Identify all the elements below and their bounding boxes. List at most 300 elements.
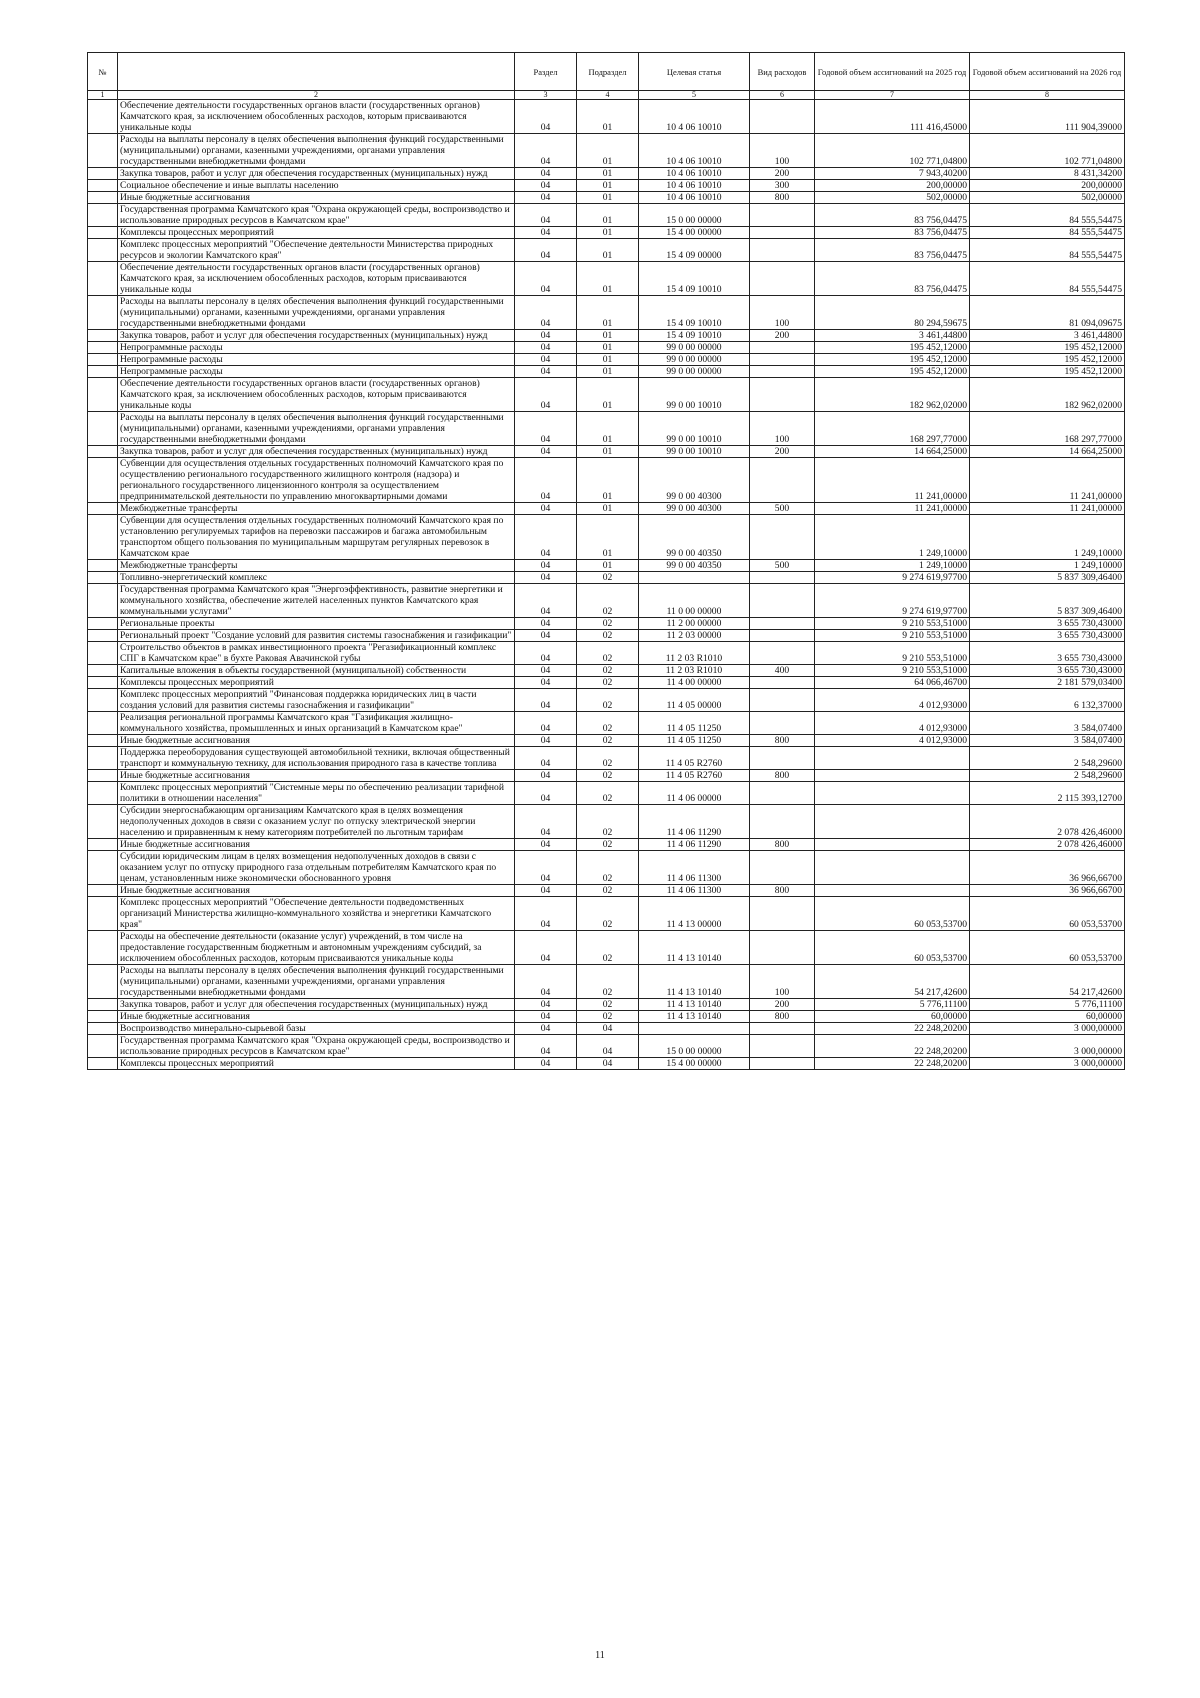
cell-name: Строительство объектов в рамках инвестиционного проекта "Регазификационный комплекс СПГ в Камчатском крае" в бухте Раковая Авачинской губы [118, 642, 515, 665]
cell-razdel: 04 [515, 1023, 577, 1035]
cell-amount-2025: 195 452,12000 [815, 366, 970, 378]
cell-razdel: 04 [515, 689, 577, 712]
cell-number [88, 354, 118, 366]
cell-number [88, 366, 118, 378]
table-row [88, 342, 1125, 354]
cell-number [88, 100, 118, 134]
cell-razdel: 04 [515, 100, 577, 134]
cell-name: Государственная программа Камчатского края "Охрана окружающей среды, воспроизводство и использование природных ресурсов в Камчатском крае" [118, 204, 515, 227]
cell-amount-2025: 4 012,93000 [815, 712, 970, 735]
cell-amount-2025: 168 297,77000 [815, 412, 970, 446]
cell-amount-2025: 9 210 553,51000 [815, 618, 970, 630]
table-row [88, 1058, 1125, 1070]
cell-target-article: 11 4 13 10140 [639, 931, 750, 965]
cell-podrazdel: 02 [577, 689, 639, 712]
cell-number [88, 965, 118, 999]
cell-number [88, 712, 118, 735]
cell-target-article: 11 4 06 00000 [639, 782, 750, 805]
cell-expense-type [750, 712, 815, 735]
cell-expense-type [750, 515, 815, 560]
cell-razdel: 04 [515, 446, 577, 458]
cell-amount-2025: 4 012,93000 [815, 735, 970, 747]
cell-target-article: 99 0 00 00000 [639, 354, 750, 366]
table-row [88, 204, 1125, 227]
cell-name: Комплекс процессных мероприятий "Финансовая поддержка юридических лиц в части создания условий для развития системы газоснабжения и газификации" [118, 689, 515, 712]
table-row [88, 100, 1125, 134]
cell-expense-type: 800 [750, 839, 815, 851]
cell-expense-type [750, 689, 815, 712]
cell-razdel: 04 [515, 630, 577, 642]
cell-number [88, 515, 118, 560]
cell-number [88, 805, 118, 839]
table-row [88, 378, 1125, 412]
cell-expense-type: 300 [750, 180, 815, 192]
cell-name: Иные бюджетные ассигнования [118, 735, 515, 747]
cell-name: Социальное обеспечение и иные выплаты населению [118, 180, 515, 192]
cell-razdel: 04 [515, 515, 577, 560]
table-row [88, 839, 1125, 851]
cell-amount-2025: 83 756,04475 [815, 262, 970, 296]
cell-razdel: 04 [515, 618, 577, 630]
cell-expense-type: 200 [750, 446, 815, 458]
cell-amount-2026: 81 094,09675 [970, 296, 1125, 330]
cell-name: Субвенции для осуществления отдельных государственных полномочий Камчатского края по осуществлению регионального государственного жилищного контроля (надзора) и регионального государственного лицензионного контроля за осуществлением предпринимательской деятельности по управлению многоквартирными домами [118, 458, 515, 503]
cell-podrazdel: 02 [577, 965, 639, 999]
cell-razdel: 04 [515, 180, 577, 192]
cell-amount-2025: 7 943,40200 [815, 168, 970, 180]
cell-amount-2025: 60 053,53700 [815, 897, 970, 931]
cell-expense-type [750, 782, 815, 805]
cell-amount-2026: 1 249,10000 [970, 515, 1125, 560]
header-number: № [88, 53, 118, 91]
cell-number [88, 665, 118, 677]
cell-podrazdel: 01 [577, 378, 639, 412]
cell-amount-2025: 60 053,53700 [815, 931, 970, 965]
cell-name: Региональные проекты [118, 618, 515, 630]
cell-amount-2025 [815, 839, 970, 851]
cell-expense-type: 800 [750, 1011, 815, 1023]
cell-expense-type [750, 342, 815, 354]
cell-podrazdel: 02 [577, 630, 639, 642]
cell-number [88, 630, 118, 642]
cell-amount-2025: 22 248,20200 [815, 1058, 970, 1070]
column-number: 3 [515, 91, 577, 100]
cell-podrazdel: 01 [577, 458, 639, 503]
cell-expense-type: 200 [750, 999, 815, 1011]
cell-podrazdel: 01 [577, 296, 639, 330]
cell-expense-type [750, 851, 815, 885]
cell-amount-2026: 3 584,07400 [970, 712, 1125, 735]
cell-expense-type: 500 [750, 503, 815, 515]
cell-expense-type [750, 931, 815, 965]
cell-podrazdel: 02 [577, 897, 639, 931]
cell-amount-2026: 195 452,12000 [970, 366, 1125, 378]
cell-amount-2026: 60 053,53700 [970, 897, 1125, 931]
table-row [88, 665, 1125, 677]
cell-name: Закупка товаров, работ и услуг для обеспечения государственных (муниципальных) нужд [118, 330, 515, 342]
cell-name: Субсидии энергоснабжающим организациям Камчатского края в целях возмещения недополученных доходов в связи с оказанием услуг по отпуску электрической энергии населению и приравненным к нему категориям потребителей по льготным тарифам [118, 805, 515, 839]
table-row [88, 227, 1125, 239]
cell-target-article: 99 0 00 10010 [639, 446, 750, 458]
cell-amount-2025: 1 249,10000 [815, 515, 970, 560]
table-row [88, 747, 1125, 770]
cell-target-article: 11 4 06 11290 [639, 805, 750, 839]
table-row [88, 584, 1125, 618]
cell-razdel: 04 [515, 227, 577, 239]
cell-razdel: 04 [515, 262, 577, 296]
cell-target-article: 99 0 00 40300 [639, 458, 750, 503]
cell-amount-2025: 83 756,04475 [815, 239, 970, 262]
cell-target-article: 15 4 00 00000 [639, 227, 750, 239]
page-number: 11 [595, 1650, 605, 1661]
cell-amount-2025: 14 664,25000 [815, 446, 970, 458]
cell-amount-2026: 5 776,11100 [970, 999, 1125, 1011]
cell-target-article: 11 4 13 00000 [639, 897, 750, 931]
cell-amount-2026: 54 217,42600 [970, 965, 1125, 999]
cell-target-article: 11 4 05 R2760 [639, 770, 750, 782]
cell-amount-2025: 22 248,20200 [815, 1035, 970, 1058]
cell-amount-2026: 195 452,12000 [970, 342, 1125, 354]
column-number: 4 [577, 91, 639, 100]
cell-amount-2025: 5 776,11100 [815, 999, 970, 1011]
table-row [88, 689, 1125, 712]
table-row [88, 712, 1125, 735]
cell-name: Обеспечение деятельности государственных органов власти (государственных органов) Камчатского края, за исключением обособленных расходов, которым присваиваются уникальные коды [118, 378, 515, 412]
cell-podrazdel: 02 [577, 665, 639, 677]
cell-target-article: 99 0 00 40300 [639, 503, 750, 515]
cell-podrazdel: 01 [577, 227, 639, 239]
cell-podrazdel: 02 [577, 1011, 639, 1023]
cell-expense-type [750, 100, 815, 134]
cell-amount-2025: 9 274 619,97700 [815, 572, 970, 584]
budget-table [87, 52, 1125, 1070]
cell-expense-type [750, 1035, 815, 1058]
table-row [88, 885, 1125, 897]
cell-podrazdel: 01 [577, 560, 639, 572]
cell-amount-2026: 182 962,02000 [970, 378, 1125, 412]
cell-razdel: 04 [515, 366, 577, 378]
cell-amount-2025: 195 452,12000 [815, 354, 970, 366]
cell-podrazdel: 01 [577, 330, 639, 342]
cell-target-article: 99 0 00 10010 [639, 378, 750, 412]
cell-target-article: 15 0 00 00000 [639, 204, 750, 227]
table-row [88, 897, 1125, 931]
cell-amount-2025: 1 249,10000 [815, 560, 970, 572]
cell-number [88, 770, 118, 782]
cell-target-article: 11 4 13 10140 [639, 999, 750, 1011]
cell-amount-2025: 200,00000 [815, 180, 970, 192]
cell-expense-type: 100 [750, 412, 815, 446]
cell-target-article: 10 4 06 10010 [639, 168, 750, 180]
cell-amount-2026: 60,00000 [970, 1011, 1125, 1023]
cell-expense-type [750, 747, 815, 770]
cell-target-article: 11 4 06 11300 [639, 851, 750, 885]
cell-name: Топливно-энергетический комплекс [118, 572, 515, 584]
cell-expense-type [750, 378, 815, 412]
cell-number [88, 689, 118, 712]
cell-razdel: 04 [515, 503, 577, 515]
cell-expense-type: 400 [750, 665, 815, 677]
cell-name: Межбюджетные трансферты [118, 503, 515, 515]
cell-name: Расходы на выплаты персоналу в целях обеспечения выполнения функций государственными (муниципальными) органами, казенными учреждениями, органами управления государственными внебюджетными фондами [118, 296, 515, 330]
cell-name: Обеспечение деятельности государственных органов власти (государственных органов) Камчатского края, за исключением обособленных расходов, которым присваиваются уникальные коды [118, 262, 515, 296]
table-row [88, 851, 1125, 885]
cell-razdel: 04 [515, 354, 577, 366]
cell-number [88, 204, 118, 227]
cell-expense-type [750, 239, 815, 262]
cell-amount-2025: 9 210 553,51000 [815, 665, 970, 677]
cell-razdel: 04 [515, 192, 577, 204]
cell-amount-2026: 84 555,54475 [970, 239, 1125, 262]
cell-razdel: 04 [515, 805, 577, 839]
cell-target-article: 11 4 06 11290 [639, 839, 750, 851]
cell-expense-type [750, 677, 815, 689]
cell-amount-2026: 2 078 426,46000 [970, 805, 1125, 839]
cell-expense-type: 200 [750, 168, 815, 180]
cell-razdel: 04 [515, 1035, 577, 1058]
table-row [88, 560, 1125, 572]
cell-podrazdel: 02 [577, 584, 639, 618]
cell-amount-2026: 1 249,10000 [970, 560, 1125, 572]
cell-number [88, 584, 118, 618]
table-row [88, 412, 1125, 446]
cell-target-article [639, 572, 750, 584]
cell-expense-type [750, 458, 815, 503]
cell-name: Комплексы процессных мероприятий [118, 1058, 515, 1070]
cell-name: Межбюджетные трансферты [118, 560, 515, 572]
cell-podrazdel: 01 [577, 239, 639, 262]
table-row [88, 296, 1125, 330]
cell-amount-2025 [815, 770, 970, 782]
cell-name: Непрограммные расходы [118, 366, 515, 378]
column-number: 7 [815, 91, 970, 100]
cell-razdel: 04 [515, 677, 577, 689]
cell-expense-type [750, 262, 815, 296]
cell-razdel: 04 [515, 204, 577, 227]
cell-razdel: 04 [515, 965, 577, 999]
cell-razdel: 04 [515, 1058, 577, 1070]
cell-podrazdel: 01 [577, 515, 639, 560]
cell-podrazdel: 02 [577, 677, 639, 689]
table-row [88, 458, 1125, 503]
cell-amount-2026: 36 966,66700 [970, 885, 1125, 897]
cell-amount-2026: 2 181 579,03400 [970, 677, 1125, 689]
cell-expense-type: 800 [750, 770, 815, 782]
cell-target-article: 99 0 00 40350 [639, 560, 750, 572]
cell-name: Субсидии юридическим лицам в целях возмещения недополученных доходов в связи с оказанием услуг по отпуску природного газа отдельным потребителям Камчатского края по ценам, установленным ниже экономически обоснованного уровня [118, 851, 515, 885]
table-row [88, 642, 1125, 665]
cell-name: Региональный проект "Создание условий для развития системы газоснабжения и газификации" [118, 630, 515, 642]
cell-amount-2026: 14 664,25000 [970, 446, 1125, 458]
cell-number [88, 412, 118, 446]
table-row [88, 630, 1125, 642]
cell-name: Воспроизводство минерально-сырьевой базы [118, 1023, 515, 1035]
cell-podrazdel: 01 [577, 180, 639, 192]
cell-number [88, 885, 118, 897]
cell-name: Комплекс процессных мероприятий "Обеспечение деятельности Министерства природных ресурсов и экологии Камчатского края" [118, 239, 515, 262]
cell-amount-2026: 200,00000 [970, 180, 1125, 192]
cell-target-article: 11 2 03 R1010 [639, 665, 750, 677]
cell-number [88, 782, 118, 805]
cell-name: Комплексы процессных мероприятий [118, 677, 515, 689]
cell-name: Обеспечение деятельности государственных органов власти (государственных органов) Камчатского края, за исключением обособленных расходов, которым присваиваются уникальные коды [118, 100, 515, 134]
cell-amount-2025: 64 066,46700 [815, 677, 970, 689]
table-row [88, 515, 1125, 560]
cell-razdel: 04 [515, 330, 577, 342]
cell-amount-2025: 9 210 553,51000 [815, 642, 970, 665]
cell-amount-2025 [815, 747, 970, 770]
cell-expense-type: 100 [750, 296, 815, 330]
cell-number [88, 192, 118, 204]
cell-amount-2026: 2 078 426,46000 [970, 839, 1125, 851]
cell-expense-type [750, 630, 815, 642]
cell-podrazdel: 02 [577, 999, 639, 1011]
cell-number [88, 560, 118, 572]
cell-razdel: 04 [515, 665, 577, 677]
cell-name: Государственная программа Камчатского края "Охрана окружающей среды, воспроизводство и использование природных ресурсов в Камчатском крае" [118, 1035, 515, 1058]
cell-number [88, 342, 118, 354]
cell-name: Непрограммные расходы [118, 354, 515, 366]
cell-podrazdel: 02 [577, 572, 639, 584]
cell-amount-2026: 102 771,04800 [970, 134, 1125, 168]
cell-expense-type [750, 897, 815, 931]
cell-target-article: 11 2 03 00000 [639, 630, 750, 642]
cell-amount-2026: 2 548,29600 [970, 747, 1125, 770]
cell-amount-2025 [815, 805, 970, 839]
table-row [88, 1011, 1125, 1023]
cell-podrazdel: 02 [577, 931, 639, 965]
table-row [88, 330, 1125, 342]
cell-expense-type [750, 366, 815, 378]
cell-target-article: 11 4 05 00000 [639, 689, 750, 712]
cell-podrazdel: 02 [577, 782, 639, 805]
cell-name: Иные бюджетные ассигнования [118, 1011, 515, 1023]
cell-podrazdel: 02 [577, 642, 639, 665]
cell-amount-2025: 9 274 619,97700 [815, 584, 970, 618]
header-expense-type: Вид расходов [750, 53, 815, 91]
cell-razdel: 04 [515, 712, 577, 735]
cell-amount-2026: 3 655 730,43000 [970, 630, 1125, 642]
cell-amount-2025: 111 416,45000 [815, 100, 970, 134]
cell-amount-2026: 3 584,07400 [970, 735, 1125, 747]
cell-razdel: 04 [515, 572, 577, 584]
cell-amount-2026: 168 297,77000 [970, 412, 1125, 446]
cell-expense-type [750, 354, 815, 366]
cell-expense-type [750, 1023, 815, 1035]
cell-expense-type [750, 227, 815, 239]
cell-name: Закупка товаров, работ и услуг для обеспечения государственных (муниципальных) нужд [118, 168, 515, 180]
cell-amount-2025 [815, 885, 970, 897]
table-row [88, 1035, 1125, 1058]
cell-name: Капитальные вложения в объекты государственной (муниципальной) собственности [118, 665, 515, 677]
cell-razdel: 04 [515, 458, 577, 503]
cell-podrazdel: 04 [577, 1035, 639, 1058]
cell-target-article: 11 4 05 11250 [639, 735, 750, 747]
cell-target-article: 99 0 00 10010 [639, 412, 750, 446]
cell-amount-2025: 54 217,42600 [815, 965, 970, 999]
cell-razdel: 04 [515, 839, 577, 851]
cell-number [88, 735, 118, 747]
cell-number [88, 1011, 118, 1023]
table-row [88, 965, 1125, 999]
cell-expense-type: 200 [750, 330, 815, 342]
cell-amount-2026: 3 000,00000 [970, 1035, 1125, 1058]
cell-number [88, 446, 118, 458]
cell-podrazdel: 02 [577, 747, 639, 770]
cell-number [88, 227, 118, 239]
column-number: 1 [88, 91, 118, 100]
cell-razdel: 04 [515, 999, 577, 1011]
cell-target-article: 15 4 09 10010 [639, 262, 750, 296]
cell-target-article: 11 2 00 00000 [639, 618, 750, 630]
cell-amount-2026: 11 241,00000 [970, 503, 1125, 515]
cell-razdel: 04 [515, 296, 577, 330]
cell-target-article: 15 4 09 10010 [639, 330, 750, 342]
cell-amount-2026: 8 431,34200 [970, 168, 1125, 180]
cell-number [88, 747, 118, 770]
cell-podrazdel: 02 [577, 712, 639, 735]
cell-podrazdel: 01 [577, 204, 639, 227]
table-row [88, 366, 1125, 378]
table-row [88, 1023, 1125, 1035]
cell-name: Расходы на выплаты персоналу в целях обеспечения выполнения функций государственными (муниципальными) органами, казенными учреждениями, органами управления государственными внебюджетными фондами [118, 134, 515, 168]
cell-amount-2026: 2 548,29600 [970, 770, 1125, 782]
header-razdel: Раздел [515, 53, 577, 91]
cell-podrazdel: 01 [577, 366, 639, 378]
cell-name: Закупка товаров, работ и услуг для обеспечения государственных (муниципальных) нужд [118, 446, 515, 458]
table-row [88, 168, 1125, 180]
table-row [88, 354, 1125, 366]
cell-razdel: 04 [515, 412, 577, 446]
column-number: 6 [750, 91, 815, 100]
cell-podrazdel: 02 [577, 770, 639, 782]
header-name [118, 53, 515, 91]
cell-name: Закупка товаров, работ и услуг для обеспечения государственных (муниципальных) нужд [118, 999, 515, 1011]
cell-target-article: 11 4 05 11250 [639, 712, 750, 735]
cell-target-article: 10 4 06 10010 [639, 134, 750, 168]
cell-name: Комплексы процессных мероприятий [118, 227, 515, 239]
table-row [88, 446, 1125, 458]
cell-amount-2026: 502,00000 [970, 192, 1125, 204]
table-row [88, 782, 1125, 805]
header-amount-2025: Годовой объем ассигнований на 2025 год [815, 53, 970, 91]
cell-name: Иные бюджетные ассигнования [118, 839, 515, 851]
cell-podrazdel: 02 [577, 805, 639, 839]
cell-target-article: 11 2 03 R1010 [639, 642, 750, 665]
cell-target-article: 10 4 06 10010 [639, 180, 750, 192]
cell-expense-type: 500 [750, 560, 815, 572]
cell-expense-type [750, 204, 815, 227]
table-body [88, 100, 1125, 1070]
cell-podrazdel: 01 [577, 446, 639, 458]
cell-number [88, 296, 118, 330]
cell-razdel: 04 [515, 885, 577, 897]
table-row [88, 572, 1125, 584]
cell-number [88, 931, 118, 965]
cell-razdel: 04 [515, 134, 577, 168]
table-row [88, 134, 1125, 168]
cell-expense-type: 800 [750, 192, 815, 204]
cell-amount-2025: 502,00000 [815, 192, 970, 204]
cell-number [88, 1058, 118, 1070]
cell-amount-2026: 111 904,39000 [970, 100, 1125, 134]
cell-podrazdel: 01 [577, 134, 639, 168]
cell-number [88, 839, 118, 851]
cell-target-article: 10 4 06 10010 [639, 100, 750, 134]
cell-amount-2026: 60 053,53700 [970, 931, 1125, 965]
cell-target-article: 99 0 00 00000 [639, 342, 750, 354]
cell-razdel: 04 [515, 1011, 577, 1023]
